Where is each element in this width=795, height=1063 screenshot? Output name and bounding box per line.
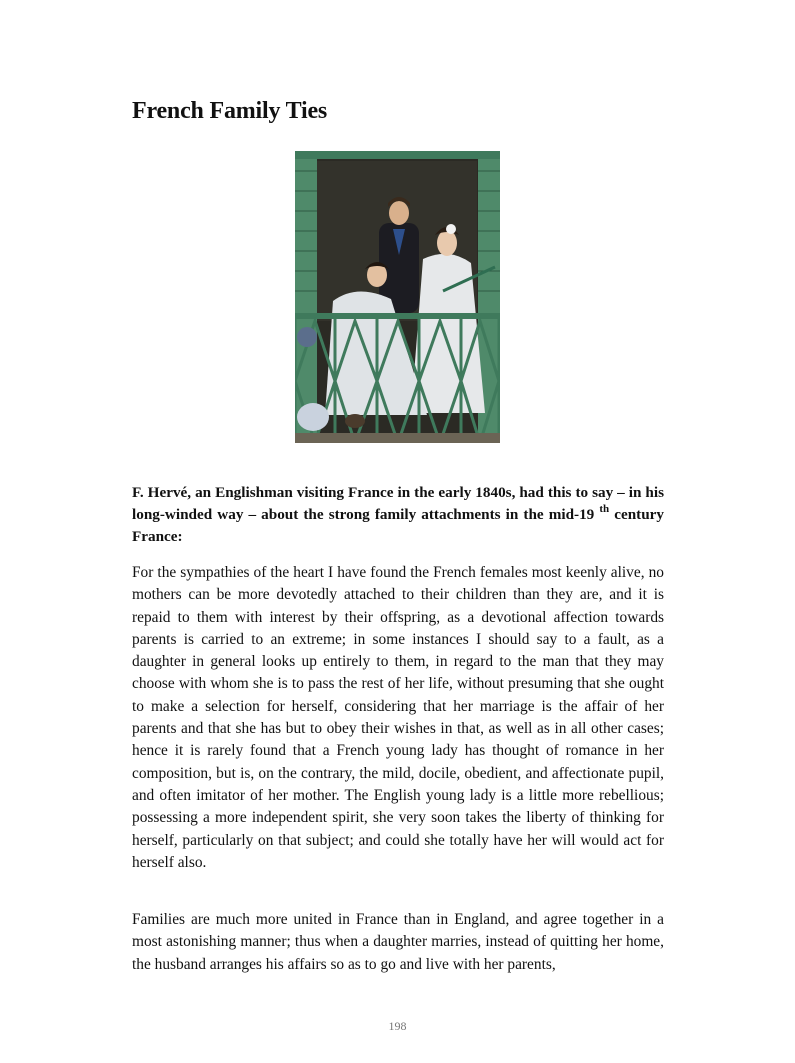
quote-paragraph-2: Families are much more united in France than in England, and agree together in a most astonishing manner; thus when a daughter marries, instead of quitting her home, the husband arranges his affairs so as to go and live with her parents,	[132, 911, 664, 973]
intro-text: F. Hervé, an Englishman visiting France in the early 1840s, had this to say – in his long-winded way – about the strong family attachments in the mid-19	[132, 484, 664, 523]
balcony-painting-image	[295, 151, 500, 443]
quote-paragraph-1: For the sympathies of the heart I have found the French females most keenly alive, no mothers can be more devotedly attached to their children than they are, and it is repaid to them with interest by their offspring, as a devotional affection towards parents is carried to an extreme; in some instances I should say to a fault, as a daughter in general looks up entirely to them, in regard to the man that they may choose with whom she is to pass the rest of her life, without presuming that she ought to make a selection for herself, considering that her marriage is the affair of her parents and that she has but to obey their wishes in that, as well as in all other cases; hence it is rarely found that a French young lady has thought of romance in her composition, but is, on the contrary, the mild, docile, obedient, and affectionate pupil, and often imitator of her mother. The English young lady is a little more rebellious; possessing a more independent spirit, she very soon takes the liberty of thinking for herself, particularly on that subject; and could she totally have her will would act for herself also.	[132, 564, 664, 871]
page-title: French Family Ties	[132, 98, 328, 124]
intro-paragraph	[132, 482, 664, 548]
painting-figure	[295, 151, 500, 443]
page-number: 198	[388, 1019, 407, 1033]
intro-text-end: century France:	[132, 506, 664, 545]
ordinal-superscript: th	[599, 503, 610, 515]
